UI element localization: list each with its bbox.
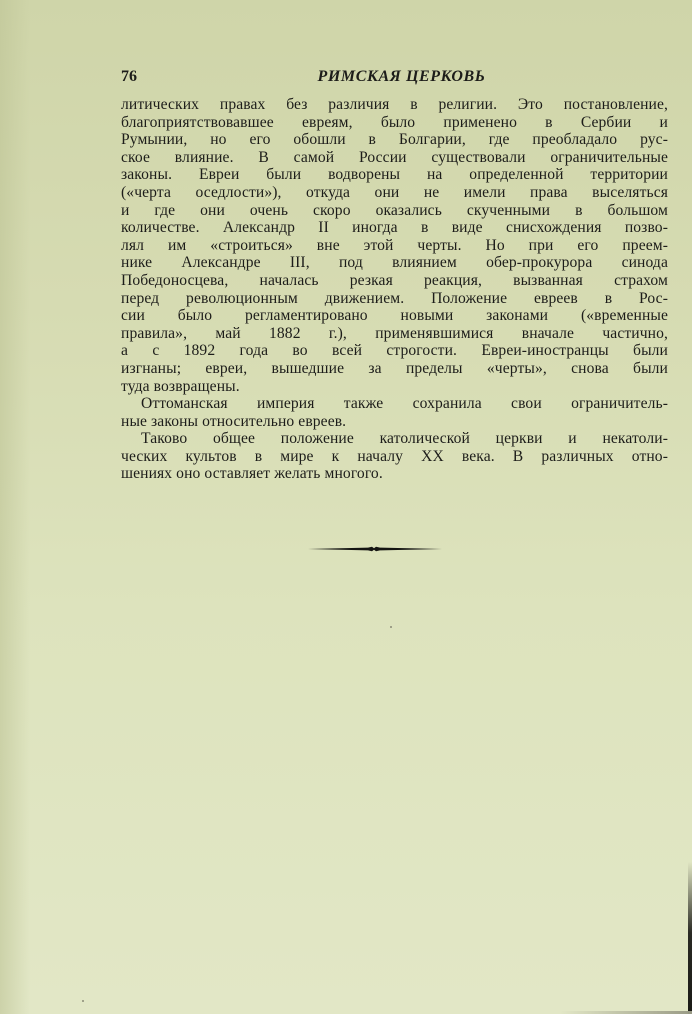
text-line: ческих культов в мире к началу XX века. В различных отно- [121,447,668,465]
page-header [121,68,668,90]
text-line: количестве. Александр II иногда в виде снисхождения позво- [121,219,668,237]
text-line: лял им «строиться» вне этой черты. Но при его преем- [121,236,668,254]
text-line: нике Александре III, под влиянием обер-прокурора синода [121,254,668,272]
text-line: благоприятствовавшее евреям, было применено в Сербии и [121,113,668,131]
text-line: шениях оно оставляет желать многого. [121,465,383,483]
page-shadow-left [0,0,30,1014]
body-text [121,96,668,483]
text-line: правила», май 1882 г.), применявшимися вначале частично, [121,324,668,342]
paragraph [121,430,668,483]
page-number: 76 [121,68,137,85]
text-line: а с 1892 года во всей строгости. Евреи-иностранцы были [121,342,668,360]
running-title: РИМСКАЯ ЦЕРКОВЬ [317,68,486,85]
paragraph [121,96,668,395]
text-line: Победоносцева, началась резкая реакция, вызванная страхом [121,271,668,289]
text-line: Таково общее положение католической церкви и некатоли- [141,430,668,448]
text-line: перед революционным движением. Положение евреев в Рос- [121,289,668,307]
page-edge-right [688,0,692,1014]
text-line: литических правах без различия в религии. Это постановление, [121,96,668,113]
paper-speck [82,1000,84,1002]
text-line: сии было регламентировано новыми законами («временные [121,307,668,325]
text-line: ское влияние. В самой России существовали ограничительные [121,148,668,166]
text-line: Румынии, но его обошли в Болгарии, где преобладало рус- [121,131,668,149]
text-line: ные законы относительно евреев. [121,412,347,430]
text-line: Оттоманская империя также сохранила свои ограничитель- [141,395,668,413]
paper-speck [390,626,392,628]
end-ornament-rule [308,546,442,552]
text-line: законы. Евреи были водворены на определенной территории [121,166,668,184]
text-line: и где они очень скоро оказались скученными в большом [121,201,668,219]
text-line: туда возвращены. [121,377,240,395]
text-line: («черта оседлости»), откуда они не имели права выселяться [121,183,668,201]
text-line: изгнаны; евреи, вышедшие за пределы «черты», снова были [121,359,668,377]
paragraph [121,395,668,430]
